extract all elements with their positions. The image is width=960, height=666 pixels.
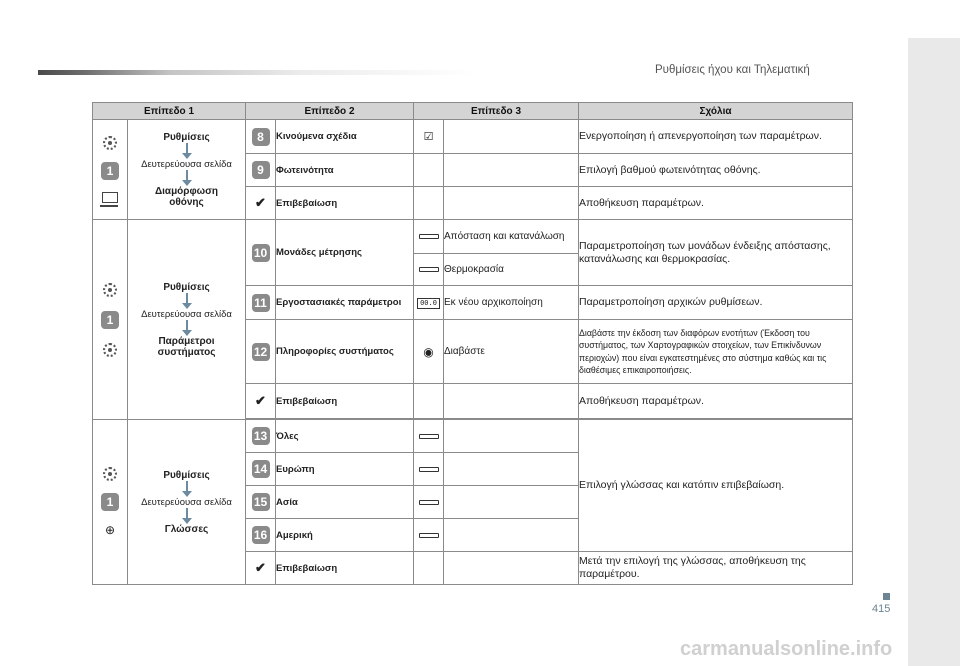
check-icon[interactable]: ✔: [255, 195, 266, 210]
language-icon: ⊕: [104, 523, 116, 537]
level2-label[interactable]: Πληροφορίες συστήματος: [276, 320, 414, 384]
level1-path: [128, 420, 246, 585]
reset-icon[interactable]: 00.0: [417, 298, 440, 309]
step-badge: 8: [252, 128, 270, 146]
level3-label: [444, 187, 579, 220]
comment: Αποθήκευση παραμέτρων.: [579, 384, 853, 419]
col-header-level1: Επίπεδο 1: [93, 103, 246, 120]
step-badge: 13: [252, 427, 270, 445]
settings-table: [92, 102, 853, 585]
level3-label: [444, 120, 579, 154]
step-badge: 1: [101, 162, 119, 180]
step-badge: 12: [252, 343, 270, 361]
check-icon[interactable]: ✔: [255, 560, 266, 575]
step-badge: 1: [101, 493, 119, 511]
page-marker: [883, 593, 890, 600]
level1-path: [128, 220, 246, 420]
screen-icon: [102, 192, 118, 203]
selector-bar-icon[interactable]: [419, 234, 439, 239]
arrow-down-icon: [182, 293, 192, 309]
level2-label[interactable]: Επιβεβαίωση: [276, 552, 414, 585]
comment: Διαβάστε την έκδοση των διαφόρων ενοτήτων (Έκδοση του συστήματος, των Χαρτογραφικών στοιχείων, των Επικίνδυνων περιοχών) που είναι εγκατεστημένες στο σύστημα καθώς και τις διαθέσιμες επικαιροποιήσεις.: [579, 320, 853, 384]
step-badge: 10: [252, 244, 270, 262]
level1-icons: [93, 120, 128, 220]
comment: Επιλογή βαθμού φωτεινότητας οθόνης.: [579, 154, 853, 187]
arrow-down-icon: [182, 481, 192, 497]
selector-bar-icon[interactable]: [419, 434, 439, 439]
level1-path: [128, 120, 246, 220]
step-badge: 1: [101, 311, 119, 329]
level2-label[interactable]: Επιβεβαίωση: [276, 384, 414, 419]
level3-label: [444, 154, 579, 187]
selector-bar-icon[interactable]: [419, 500, 439, 505]
level2-label[interactable]: Μονάδες μέτρησης: [276, 220, 414, 286]
comment: Ενεργοποίηση ή απενεργοποίηση των παραμέτρων.: [579, 120, 853, 154]
step-badge: 15: [252, 493, 270, 511]
level2-label[interactable]: Κινούμενα σχέδια: [276, 120, 414, 154]
step-badge: 14: [252, 460, 270, 478]
step-badge: 16: [252, 526, 270, 544]
col-header-comments: Σχόλια: [579, 103, 853, 120]
step-badge: 9: [252, 161, 270, 179]
level1-icons: [93, 220, 128, 420]
check-icon[interactable]: ✔: [255, 393, 266, 408]
selector-bar-icon[interactable]: [419, 533, 439, 538]
selector-bar-icon[interactable]: [419, 467, 439, 472]
level1-title: Ρυθμίσεις: [163, 131, 210, 143]
comment: Παραμετροποίηση αρχικών ρυθμίσεων.: [579, 286, 853, 320]
arrow-down-icon: [182, 508, 192, 524]
settings-gear-icon: [103, 467, 117, 481]
arrow-down-icon: [182, 170, 192, 186]
header-gradient-bar: [38, 70, 478, 75]
system-settings-icon: [103, 343, 117, 357]
level2-label[interactable]: Όλες: [276, 420, 414, 453]
level2-label[interactable]: Ασία: [276, 486, 414, 519]
level1-icons: [93, 420, 128, 585]
level3-label: Απόσταση και κατανάλωση: [444, 220, 579, 254]
section-title: Ρυθμίσεις ήχου και Τηλεματική: [655, 64, 810, 76]
comment: Μετά την επιλογή της γλώσσας, αποθήκευση της παραμέτρου.: [579, 552, 853, 585]
eye-icon[interactable]: ◉: [423, 344, 434, 359]
selector-bar-icon[interactable]: [419, 267, 439, 272]
level1-title: Ρυθμίσεις: [163, 469, 210, 481]
level1-target: Γλώσσες: [164, 523, 209, 535]
level2-label[interactable]: Φωτεινότητα: [276, 154, 414, 187]
comment: Παραμετροποίηση των μονάδων ένδειξης απόστασης, κατανάλωσης και θερμοκρασίας.: [579, 220, 853, 286]
level2-label[interactable]: Επιβεβαίωση: [276, 187, 414, 220]
settings-gear-icon: [103, 136, 117, 150]
level3-label: Διαβάστε: [444, 320, 579, 384]
level2-label[interactable]: Αμερική: [276, 519, 414, 552]
right-margin-band: [908, 38, 960, 666]
step-badge: 11: [252, 294, 270, 312]
col-header-level2: Επίπεδο 2: [246, 103, 414, 120]
level3-label: Θερμοκρασία: [444, 254, 579, 286]
level1-sub: Δευτερεύουσα σελίδα: [141, 158, 232, 170]
level1-title: Ρυθμίσεις: [163, 281, 210, 293]
settings-gear-icon: [103, 283, 117, 297]
page-number: 415: [872, 603, 891, 615]
level1-target: Διαμόρφωση οθόνης: [154, 185, 219, 208]
level1-sub: Δευτερεύουσα σελίδα: [141, 496, 232, 508]
level2-label[interactable]: Ευρώπη: [276, 453, 414, 486]
comment: Αποθήκευση παραμέτρων.: [579, 187, 853, 220]
level3-label: Εκ νέου αρχικοποίηση: [444, 286, 579, 320]
comment: Επιλογή γλώσσας και κατόπιν επιβεβαίωση.: [579, 420, 853, 552]
watermark: carmanualsonline.info: [680, 638, 893, 660]
arrow-down-icon: [182, 320, 192, 336]
level1-sub: Δευτερεύουσα σελίδα: [141, 308, 232, 320]
col-header-level3: Επίπεδο 3: [414, 103, 579, 120]
arrow-down-icon: [182, 143, 192, 159]
level1-target: Παράμετροι συστήματος: [157, 335, 216, 358]
level2-label[interactable]: Εργοστασιακές παράμετροι: [276, 286, 414, 320]
checkbox-icon[interactable]: ☑: [423, 131, 434, 143]
